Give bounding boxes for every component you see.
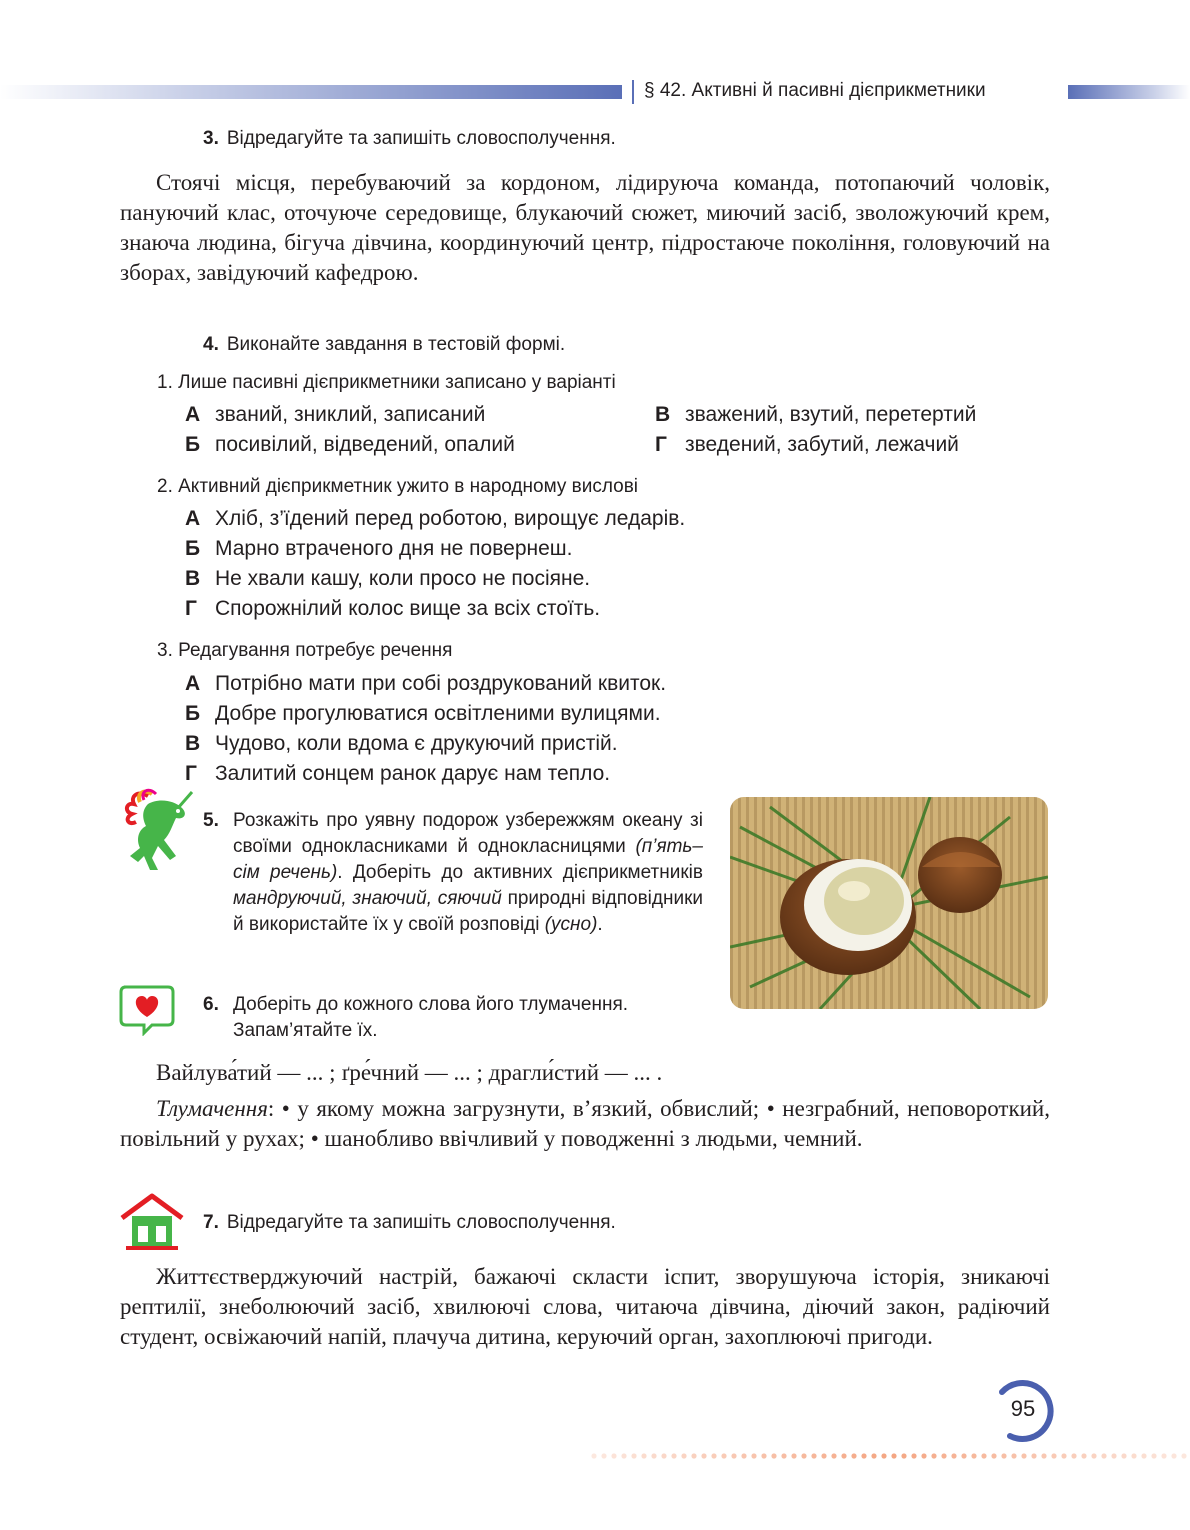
decorative-dot bbox=[651, 1453, 656, 1458]
task-number: 6. bbox=[203, 994, 219, 1015]
coconut-photo bbox=[730, 797, 1048, 1009]
header-bar-right bbox=[1068, 85, 1190, 99]
task-3-text: Стоячі місця, перебуваючий за кордоном, лідируюча команда, потопаючий чоловік, пануючий клас, оточуюче середовище, блукаючий сюжет, миючий засіб, зволожуючий крем, знаюча людина, бігуча дівчина, координуючий центр, підростаюче покоління, головуючий на зборах, завідуючий кафедрою. bbox=[120, 170, 1050, 285]
question-3: 3. Редагування потребує речення bbox=[157, 640, 453, 661]
task-4-heading bbox=[203, 334, 565, 356]
decorative-dot bbox=[1041, 1453, 1046, 1458]
unicorn-icon bbox=[118, 786, 200, 872]
decorative-dot bbox=[621, 1453, 626, 1458]
q2-option-a: А Хліб, з’їдений перед роботою, вирощує ледарів. bbox=[185, 507, 686, 530]
decorative-dot bbox=[1141, 1453, 1146, 1458]
task-7-heading bbox=[203, 1212, 616, 1234]
decorative-dot bbox=[931, 1453, 936, 1458]
decorative-dot bbox=[771, 1453, 776, 1458]
decorative-dot bbox=[971, 1453, 976, 1458]
decorative-dot bbox=[1031, 1453, 1036, 1458]
task-instruction: Доберіть до кожного слова його тлумачення. Запам’ятайте їх. bbox=[233, 994, 629, 1041]
decorative-dot bbox=[1171, 1453, 1176, 1458]
decorative-dot bbox=[851, 1453, 856, 1458]
q1-option-a: А званий, зниклий, записаний bbox=[185, 403, 486, 426]
q3-option-a: А Потрібно мати при собі роздрукований квиток. bbox=[185, 672, 667, 695]
decorative-dot bbox=[951, 1453, 956, 1458]
decorative-dot bbox=[911, 1453, 916, 1458]
decorative-dot bbox=[591, 1453, 596, 1458]
decorative-dot bbox=[671, 1453, 676, 1458]
decorative-dot bbox=[711, 1453, 716, 1458]
decorative-dot bbox=[751, 1453, 756, 1458]
decorative-dot bbox=[821, 1453, 826, 1458]
decorative-dot bbox=[871, 1453, 876, 1458]
decorative-dot bbox=[731, 1453, 736, 1458]
decorative-dot bbox=[611, 1453, 616, 1458]
decorative-dot bbox=[941, 1453, 946, 1458]
decorative-dot bbox=[791, 1453, 796, 1458]
task-7-text: Життєстверджуючий настрій, бажаючі скласти іспит, зворушуюча історія, зникаючі рептилії, знеболюючий засіб, хвилюючі слова, читаюча дівчина, діючий закон, радіючий студент, освіжаючий напій, плачуча дитина, керуючий орган, захоплюючі пригоди. bbox=[120, 1264, 1050, 1349]
dotted-line bbox=[590, 1447, 1190, 1455]
question-1: 1. Лише пасивні дієприкметники записано у варіанті bbox=[157, 372, 616, 393]
decorative-dot bbox=[681, 1453, 686, 1458]
definitions-label: Тлумачення bbox=[156, 1096, 268, 1121]
header-separator bbox=[632, 80, 634, 104]
decorative-dot bbox=[841, 1453, 846, 1458]
q1-option-g: Г зведений, забутий, лежачий bbox=[655, 433, 959, 456]
decorative-dot bbox=[1091, 1453, 1096, 1458]
decorative-dot bbox=[861, 1453, 866, 1458]
task-instruction: Відредагуйте та запишіть словосполучення. bbox=[226, 128, 616, 149]
q1-option-v: В зважений, взутий, перетертий bbox=[655, 403, 977, 426]
decorative-dot bbox=[761, 1453, 766, 1458]
decorative-dot bbox=[721, 1453, 726, 1458]
decorative-dot bbox=[661, 1453, 666, 1458]
q2-option-b: Б Марно втраченого дня не повернеш. bbox=[185, 537, 573, 560]
task-number: 4. bbox=[203, 334, 219, 355]
task-6-definitions: Тлумачення: • у якому можна загрузнути, в’язкий, обвислий; • незграбний, неповороткий, повільний у рухах; • шанобливо ввічливий у поводженні з людьми, чемний. bbox=[120, 1096, 1050, 1151]
decorative-dot bbox=[1051, 1453, 1056, 1458]
page-number: 95 bbox=[1010, 1396, 1036, 1421]
header-bar-left bbox=[0, 85, 622, 99]
task-5 bbox=[203, 808, 703, 938]
question-2: 2. Активний дієприкметник ужито в народному вислові bbox=[157, 476, 639, 497]
task-instruction: Виконайте завдання в тестовій формі. bbox=[226, 334, 566, 355]
decorative-dot bbox=[641, 1453, 646, 1458]
decorative-dot bbox=[1101, 1453, 1106, 1458]
decorative-dot bbox=[781, 1453, 786, 1458]
q3-option-b: Б Добре прогулюватися освітленими вулицями. bbox=[185, 702, 661, 725]
house-icon bbox=[118, 1192, 186, 1252]
decorative-dot bbox=[991, 1453, 996, 1458]
heart-chat-icon bbox=[118, 984, 176, 1036]
decorative-dot bbox=[1181, 1453, 1186, 1458]
decorative-dot bbox=[961, 1453, 966, 1458]
decorative-dot bbox=[741, 1453, 746, 1458]
decorative-dot bbox=[1121, 1453, 1126, 1458]
task-number: 3. bbox=[203, 128, 219, 149]
decorative-dot bbox=[1021, 1453, 1026, 1458]
decorative-dot bbox=[831, 1453, 836, 1458]
task-number: 5. bbox=[203, 810, 219, 831]
task-3-heading bbox=[203, 128, 616, 150]
decorative-dot bbox=[1151, 1453, 1156, 1458]
q2-option-g: Г Спорожнілий колос вище за всіх стоїть. bbox=[185, 597, 601, 620]
header-title: § 42. Активні й пасивні дієприкметники bbox=[644, 80, 986, 101]
decorative-dot bbox=[601, 1453, 606, 1458]
task-6-words: Вайлува́тий — ... ; ґре́чний — ... ; драгли́стий — ... . bbox=[156, 1060, 663, 1085]
decorative-dot bbox=[1131, 1453, 1136, 1458]
decorative-dot bbox=[691, 1453, 696, 1458]
q1-option-b: Б посивілий, відведений, опалий bbox=[185, 433, 515, 456]
decorative-dot bbox=[1161, 1453, 1166, 1458]
decorative-dot bbox=[1111, 1453, 1116, 1458]
decorative-dot bbox=[981, 1453, 986, 1458]
q3-option-g: Г Залитий сонцем ранок дарує нам тепло. bbox=[185, 762, 611, 785]
decorative-dot bbox=[891, 1453, 896, 1458]
q3-option-v: В Чудово, коли вдома є друкуючий пристій. bbox=[185, 732, 618, 755]
task-number: 7. bbox=[203, 1212, 219, 1233]
task-instruction: Відредагуйте та запишіть словосполучення. bbox=[226, 1212, 616, 1233]
decorative-dot bbox=[1071, 1453, 1076, 1458]
decorative-dot bbox=[701, 1453, 706, 1458]
decorative-dot bbox=[1001, 1453, 1006, 1458]
q2-option-v: В Не хвали кашу, коли просо не посіяне. bbox=[185, 567, 591, 590]
decorative-dot bbox=[881, 1453, 886, 1458]
decorative-dot bbox=[631, 1453, 636, 1458]
decorative-dot bbox=[1011, 1453, 1016, 1458]
task-6 bbox=[203, 992, 703, 1044]
decorative-dot bbox=[1061, 1453, 1066, 1458]
decorative-dot bbox=[901, 1453, 906, 1458]
decorative-dot bbox=[921, 1453, 926, 1458]
decorative-dot bbox=[1081, 1453, 1086, 1458]
decorative-dot bbox=[801, 1453, 806, 1458]
page-number-badge bbox=[990, 1378, 1056, 1444]
task-5-text: Розкажіть про уявну подорож узбережжям океану зі своїми однокласниками й однокласницями (п’ять–сім речень). Доберіть до активних дієприкметників мандруючий, знаючий, сяючий природні відповідники й використайте їх у своїй розповіді (усно). bbox=[233, 810, 704, 935]
decorative-dot bbox=[811, 1453, 816, 1458]
